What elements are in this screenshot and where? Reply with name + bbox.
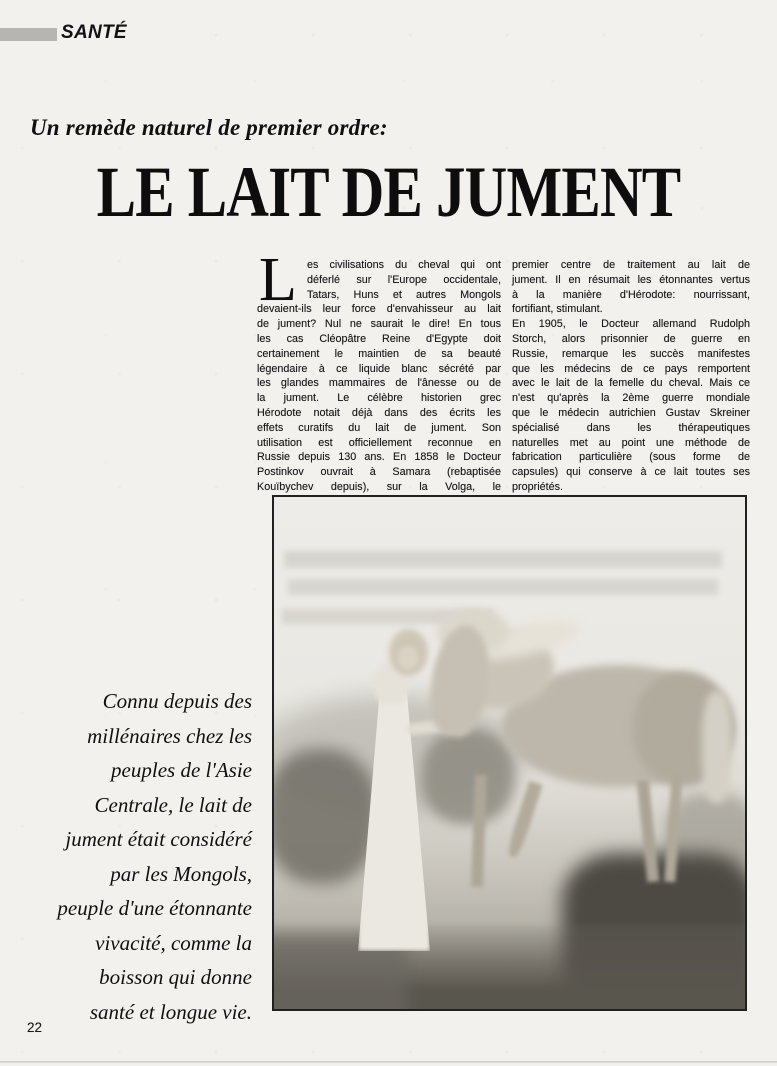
photo-left-bush xyxy=(272,749,379,884)
text-line: Connu depuis des xyxy=(102,689,252,713)
text-line: légendaire à ce liquide blanc sécrété par xyxy=(257,362,501,375)
text-line: Russie depuis 130 ans. En 1858 le Docteur xyxy=(257,451,501,464)
text-line: Centrale, le lait de xyxy=(94,792,252,817)
text-line: les glandes mammaires de l'ânesse ou de xyxy=(257,377,501,390)
photo-horse-tail xyxy=(702,691,732,803)
photo-print-bleed-line xyxy=(288,579,718,595)
text-line: que le médecin autrichien Gustav Skreiner xyxy=(512,406,750,419)
body-column-1 xyxy=(257,246,501,495)
text-line: les cas Cléopâtre Reine d'Egypte doit xyxy=(257,332,501,345)
text-line: peuple d'une étonnante xyxy=(57,896,252,920)
text-line: jument était considéré xyxy=(65,827,252,851)
text-line: capsules) qui conserve à ce lait toutes ses xyxy=(512,466,750,479)
text-line: de jument? Nul ne saurait le dire! En tous xyxy=(257,318,501,331)
text-line: premier centre de traitement au lait de xyxy=(512,259,750,271)
text-line: avec le lait de la femelle du cheval. Mais ce xyxy=(512,377,750,390)
text-line: fortifiant, stimulant. xyxy=(512,303,603,316)
text-line: fabrication particulière (sous forme de xyxy=(512,451,750,464)
text-line: Storch, alors prisonnier de guerre en xyxy=(512,332,750,345)
article-photo xyxy=(272,495,747,1011)
text-line: Postinkov ouvrait à Samara (rebaptisée xyxy=(257,466,501,479)
text-line: propriétés. xyxy=(512,480,564,493)
text-line: la jument. Le célèbre historien grec xyxy=(257,392,501,405)
pull-quote xyxy=(16,684,252,1029)
text-line: certainement le maintien de sa beauté xyxy=(257,347,501,360)
text-line: es civilisations du cheval qui ont xyxy=(307,259,501,271)
text-line: à la manière d'Hérodote: nourrissant, xyxy=(512,288,750,301)
text-line: Tatars, Huns et autres Mongols xyxy=(307,288,501,301)
photo-woman-face xyxy=(398,646,418,670)
column-2-text xyxy=(512,258,750,495)
photo-print-bleed-line xyxy=(284,551,722,568)
photo-center-foliage xyxy=(422,729,514,824)
text-line: que les médecins de ce pays remportent xyxy=(512,362,750,375)
text-line: Hérodote notait déjà dans des écrits les xyxy=(257,406,501,419)
text-line: Kouïbychev depuis), sur la Volga, le xyxy=(257,480,501,493)
text-line: déferlé sur l'Europe occidentale, xyxy=(307,273,501,286)
text-line: Russie, remarque les succès manifestes xyxy=(512,347,750,360)
dropcap: L xyxy=(259,246,297,314)
text-line: santé et longue vie. xyxy=(89,999,252,1024)
article-kicker: Un remède naturel de premier ordre: xyxy=(30,115,388,140)
body-column-2 xyxy=(512,258,750,495)
text-line: peuples de l'Asie xyxy=(111,758,252,782)
article-title: LE LAIT DE JUMENT xyxy=(96,152,681,232)
text-line: utilisation est officiellement reconnue en xyxy=(257,436,501,449)
text-line: par les Mongols, xyxy=(110,861,252,886)
text-line: vivacité, comme la xyxy=(95,930,252,955)
page-number: 22 xyxy=(27,1020,43,1035)
text-line: millénaires chez les xyxy=(87,723,252,748)
section-bar xyxy=(0,28,57,41)
text-line: devaient-ils leur force d'envahisseur au lait xyxy=(257,303,501,316)
text-line: naturelles met au point une méthode de xyxy=(512,436,750,449)
text-line: effets curatifs du lait de jument. Son xyxy=(257,421,501,434)
text-line: En 1905, le Docteur allemand Rudolph xyxy=(512,318,750,331)
page-bottom-edge xyxy=(0,1061,777,1063)
text-line: spécialisé dans les thérapeutiques xyxy=(512,421,750,434)
text-line: boisson qui donne xyxy=(99,965,252,989)
section-label: SANTÉ xyxy=(61,22,127,43)
text-line: jument. Il en résumait les étonnantes vertus xyxy=(512,273,750,286)
text-line: n'est qu'après la 2ème guerre mondiale xyxy=(512,392,750,405)
